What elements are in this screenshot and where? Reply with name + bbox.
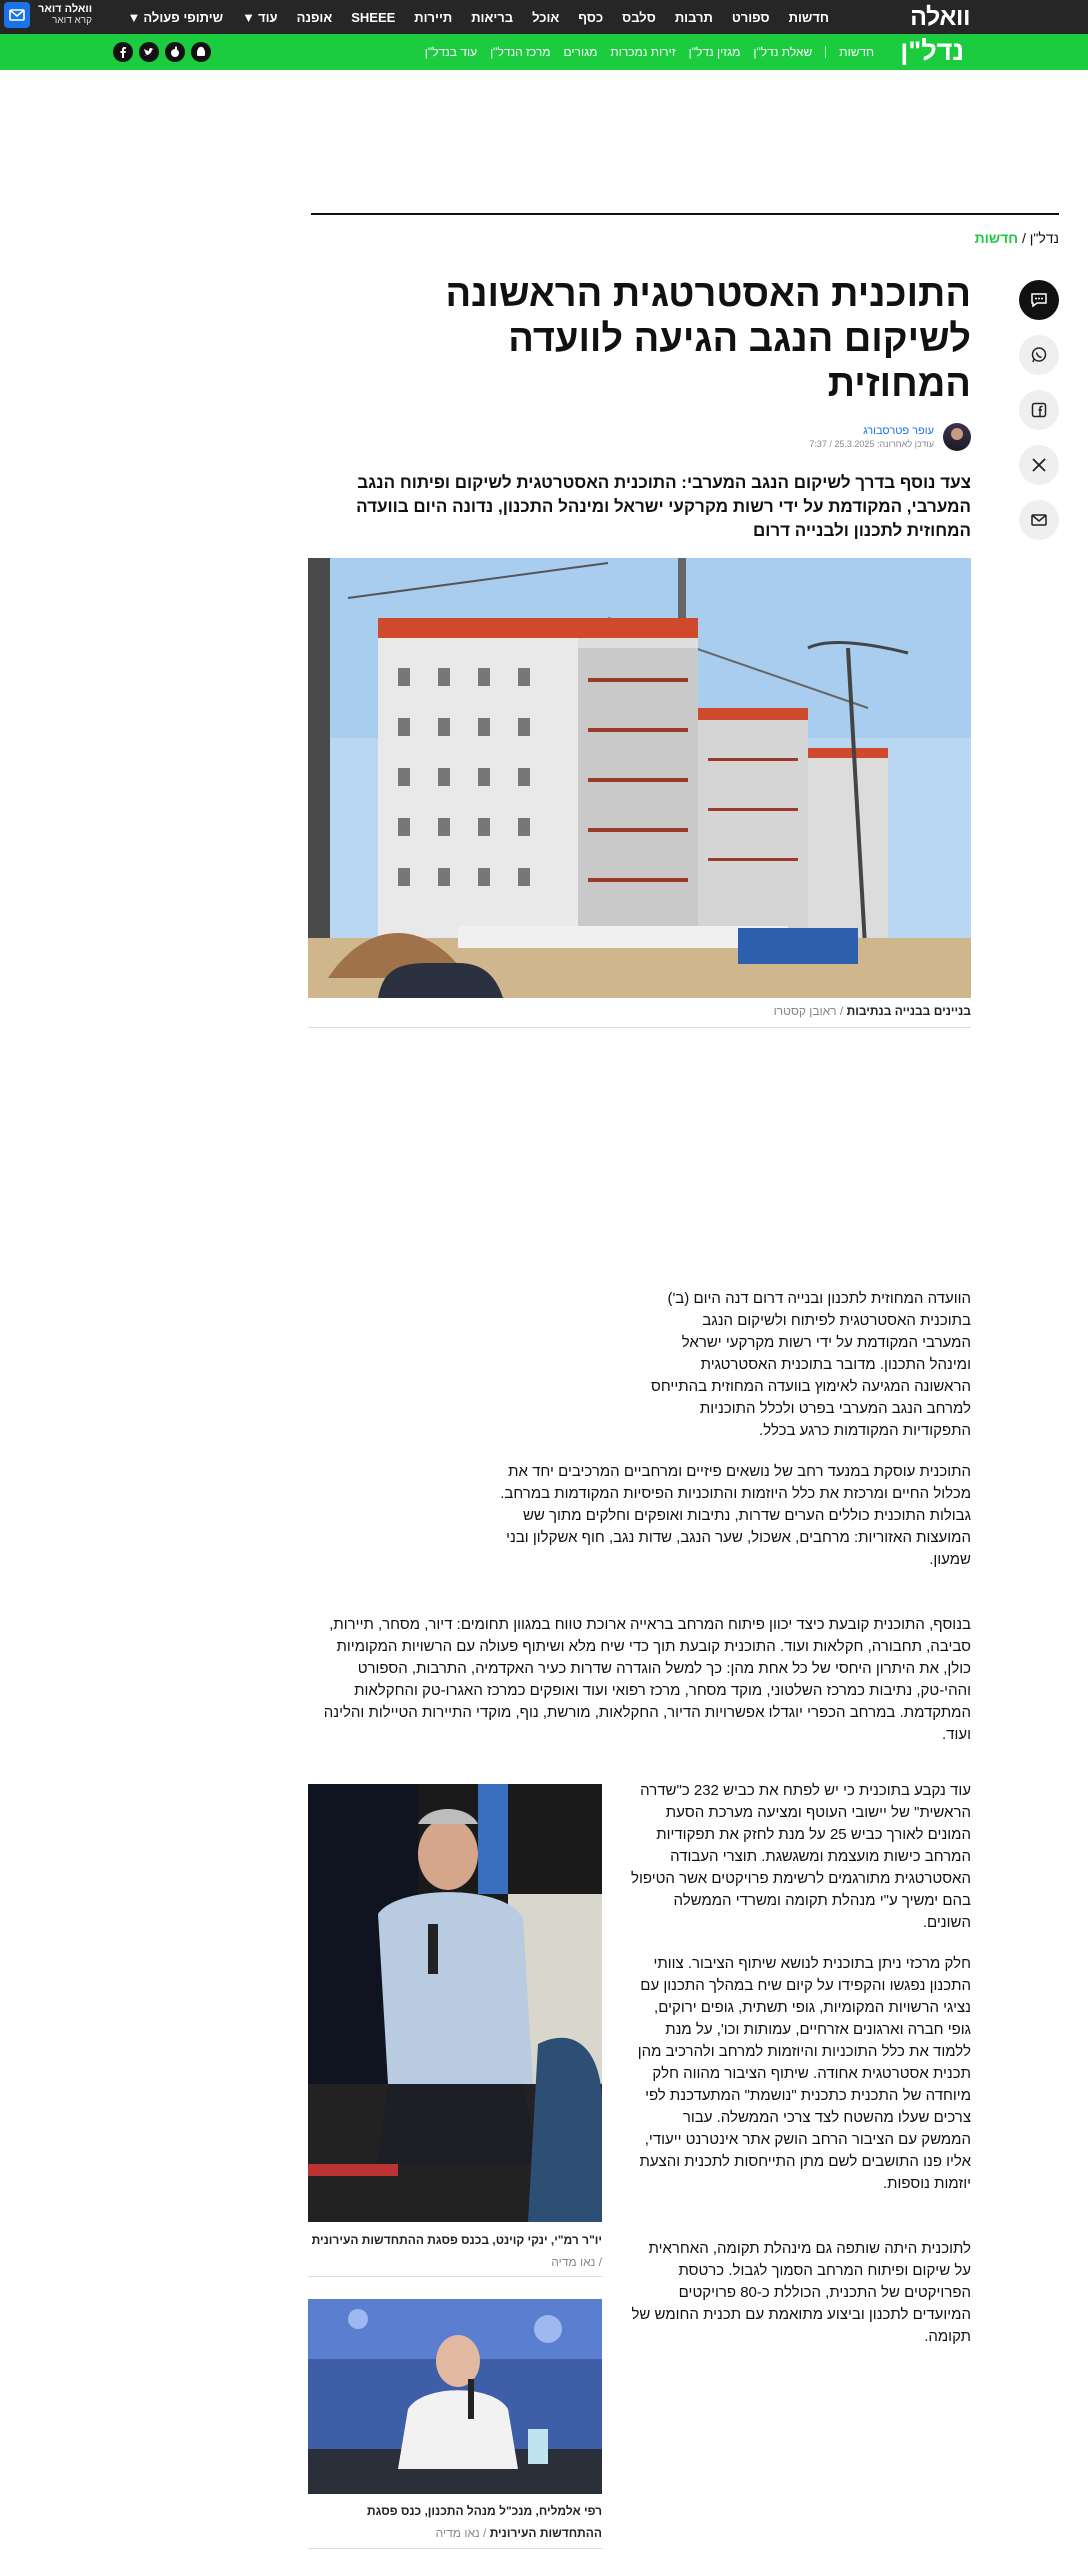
section-bar (0, 34, 1088, 70)
twitter-icon[interactable] (139, 42, 159, 62)
side-divider-1 (308, 2276, 602, 2277)
hero-image[interactable] (308, 558, 971, 998)
side-caption-1 (308, 2229, 602, 2273)
side-caption-1-text: יו"ר רמ"י, ינקי קוינט, בכנס פסגת ההתחדשות העירונית (311, 2233, 602, 2247)
byline (809, 423, 971, 451)
side-credit-2: נאו מדיה (435, 2526, 480, 2540)
mail-icon (4, 2, 30, 28)
subnav-item-question[interactable]: שאלת נדל"ן (753, 45, 813, 59)
nav-item-fashion[interactable]: אופנה (296, 9, 333, 25)
updated-timestamp: עודכן לאחרונה: 25.3.2025 / 7:37 (809, 439, 934, 449)
subnav-item-housing[interactable]: מגורים (563, 45, 598, 59)
paragraph-6: לתוכנית היתה שותפה גם מינהלת תקומה, האחראית על שיקום ופיתוח המרחב הסמוך לגבול. כרטסת הפרויקטים של התכנית, הכוללת כ-80 פרויקטים המיועדים לתכנון וביצוע מתואמת עם תכנית החומש של תקומה. (631, 2240, 971, 2345)
mail-title: וואלה דואר (38, 2, 93, 15)
facebook-icon[interactable] (113, 42, 133, 62)
subnav-item-sold[interactable]: זירות נמכרות (610, 45, 676, 59)
breadcrumb (975, 230, 1059, 246)
nav-item-tourism[interactable]: תיירות (414, 9, 453, 25)
main-nav (127, 0, 829, 34)
nav-item-sheee[interactable]: SHEEE (351, 9, 396, 25)
article-headline: התוכנית האסטרטגית הראשונה לשיקום הנגב הגיעה לוועדה המחוזית (445, 273, 971, 405)
nav-item-health[interactable]: בריאות (471, 9, 514, 25)
hero-caption-separator: / (836, 1004, 844, 1018)
paragraph-2: התוכנית עוסקת במנעד רחב של נושאים פיזיים ומרחביים המרכיבים יחד את מכלול החיים ומרכזת את כלל היוזמות והתוכניות הפיסיות המקודמות במרחב. גבולות התוכנית כוללים הערים שדרות, נתיבות ואופקים וחלקים מתוך שש המועצות האזוריות: מרחבים, אשכול, שער הנגב, שדות נגב, חוף אשקלון ובני שמעון. (500, 1463, 971, 1568)
share-bar (1019, 280, 1059, 540)
paragraph-4: עוד נקבע בתוכנית כי יש לפתח את כביש 232 כ"שדרה הראשית" של יישובי העוטף ומציעה מערכת הסעת המונים לאורך כביש 25 על מנת לחזק את תפקודיות המרחב כישות מועצמת ומשגשגת. תוצרי העבודה האסטרטגית מתורגמים לרשימת פרויקטים אשר הטיפול בהם ימשיך ע"י מנהלת תקומה ומשרדי הממשלה השונים. (631, 1782, 971, 1931)
hero-caption-text: בניינים בבנייה בנתיבות (846, 1004, 971, 1018)
x-twitter-icon[interactable] (1019, 445, 1059, 485)
side-image-2[interactable] (308, 2299, 602, 2494)
author-avatar[interactable] (943, 423, 971, 451)
android-icon[interactable] (191, 42, 211, 62)
nav-item-food[interactable]: אוכל (532, 9, 560, 25)
breadcrumb-news[interactable]: חדשות (974, 230, 1019, 246)
side-caption-2-separator: / (479, 2526, 487, 2540)
nav-item-money[interactable]: כסף (578, 9, 604, 25)
subnav-item-center[interactable]: מרכז הנדל"ן (490, 45, 551, 59)
nadlan-logo[interactable]: נדל"ן (900, 36, 964, 66)
whatsapp-icon[interactable] (1019, 335, 1059, 375)
nav-item-news[interactable]: חדשות (788, 9, 829, 25)
walla-mail-link[interactable] (4, 2, 92, 28)
nav-item-sport[interactable]: ספורט (731, 9, 770, 25)
mail-subtitle: קרא דואר (51, 14, 93, 26)
nav-more-label: עוד (258, 9, 278, 25)
mail-text (38, 4, 92, 26)
breadcrumb-separator: / (1018, 230, 1026, 246)
nav-item-more[interactable] (242, 10, 277, 25)
hero-credit: ראובן קסטרו (773, 1004, 837, 1018)
side-divider-2 (308, 2548, 602, 2549)
chevron-down-icon: ▼ (127, 9, 141, 25)
side-caption-1-separator: / (595, 2255, 602, 2269)
nav-item-culture[interactable]: תרבות (674, 9, 713, 25)
paragraph-5: חלק מרכזי ניתן בתוכנית לנושא שיתוף הציבור. צוותי התכנון נפגשו והקפידו על קיום שיח במהלך התכנון עם נציגי הרשויות המקומיות, גופי תשתית, גופים ירוקים, גופי חברה וארגונים אזרחיים, עמותות וכו', על מנת ללמוד את כלל התוכניות והיוזמות למרחב ולהרכיב מהן תכנית אסטרטגית אחודה. שיתוף הציבור מהווה חלק מיוחדה של התכנית כתכנית "נושמת" המתעדכנת לפי צרכים שעלו מהשטח לצד צרכי הממשלה. עבור הממשק עם הציבור הרחב הושק אתר אינטרנט ייעודי, אליו פנו התושבים לשם מתן התייחסות לתכנית והצעת יוזמות נוספות. (637, 1955, 971, 2192)
facebook-icon[interactable] (1019, 390, 1059, 430)
chevron-down-icon: ▼ (242, 9, 256, 25)
comments-icon[interactable] (1019, 280, 1059, 320)
nav-item-celebs[interactable]: סלבס (622, 9, 656, 25)
top-bar (0, 0, 1088, 34)
breadcrumb-nadlan[interactable]: נדל"ן (1029, 230, 1059, 246)
walla-logo[interactable]: וואלה (910, 3, 970, 31)
section-nav (425, 34, 874, 70)
hero-divider (308, 1027, 971, 1028)
nav-item-partnerships[interactable] (127, 10, 223, 25)
side-credit-1: נאו מדיה (551, 2255, 596, 2269)
side-caption-2-text: רפי אלמליח, מנכ"ל מנהל התכנון, כנס פסגת ההתחדשות העירונית (367, 2504, 602, 2540)
author-name[interactable]: עופר פטרסבורג (863, 425, 934, 437)
subnav-item-news[interactable]: חדשות (839, 45, 874, 59)
top-divider (311, 213, 1059, 215)
byline-text (809, 425, 934, 449)
paragraph-1: הוועדה המחוזית לתכנון ובנייה דרום דנה היום (ב') בתוכנית האסטרטגית לפיתוח ולשיקום הנגב המערבי המקודמת על ידי רשות מקרקעי ישראל ומינהל התכנון. מדובר בתוכנית האסטרטגית הראשונה המגיעה לאימוץ בוועדה המחוזית בהתייחס למרחב הנגב המערבי בפרט ולכלל התוכניות התפקודיות המקודמות כרגע בכלל. (651, 1290, 971, 1439)
subnav-divider (825, 46, 826, 58)
side-image-1[interactable] (308, 1784, 602, 2222)
apple-icon[interactable] (165, 42, 185, 62)
subnav-item-magazine[interactable]: מגזין נדל"ן (688, 45, 741, 59)
article-subtitle: צעד נוסף בדרך לשיקום הנגב המערבי: התוכנית האסטרטגית לשיקום ופיתוח הנגב המערבי, המקודמת על ידי רשות מקרקעי ישראל ומינהל התכנון, נדונה היום בוועדה המחוזית לתכנון ולבנייה דרום (356, 473, 971, 540)
mail-icon[interactable] (1019, 500, 1059, 540)
hero-caption (774, 1004, 971, 1018)
app-social-links (113, 42, 211, 62)
nav-partnerships-label: שיתופי פעולה (143, 9, 224, 25)
side-caption-2 (308, 2500, 602, 2544)
subnav-item-more[interactable]: עוד בנדל"ן (424, 45, 478, 59)
paragraph-3: בנוסף, התוכנית קובעת כיצד יכוון פיתוח המרחב בראייה ארוכת טווח במגוון תחומים: דיור, מסחר, תיירות, סביבה, תחבורה, חקלאות ועוד. התוכנית קובעת תוך כדי שיח מלא ושיתוף פעולה עם הרשויות המקומיות כולן, את היתרון היחסי של כל אחת מהן: כך למשל הוגדרה שדרות כעיר האקדמיה, התרבות, הספורט וההי-טק, נתיבות כמרכז השלטוני, מוקד מסחר, מרכז רפואי ועוד ואופקים כמרכז האגרו-טק והחקלאות המתקדמת. במרחב הכפרי יוגדלו אפשרויות הדיור, החקלאות, מורשת, נוף, מוקדי התיירות הטיילות והלינה ועוד. (323, 1616, 971, 1743)
